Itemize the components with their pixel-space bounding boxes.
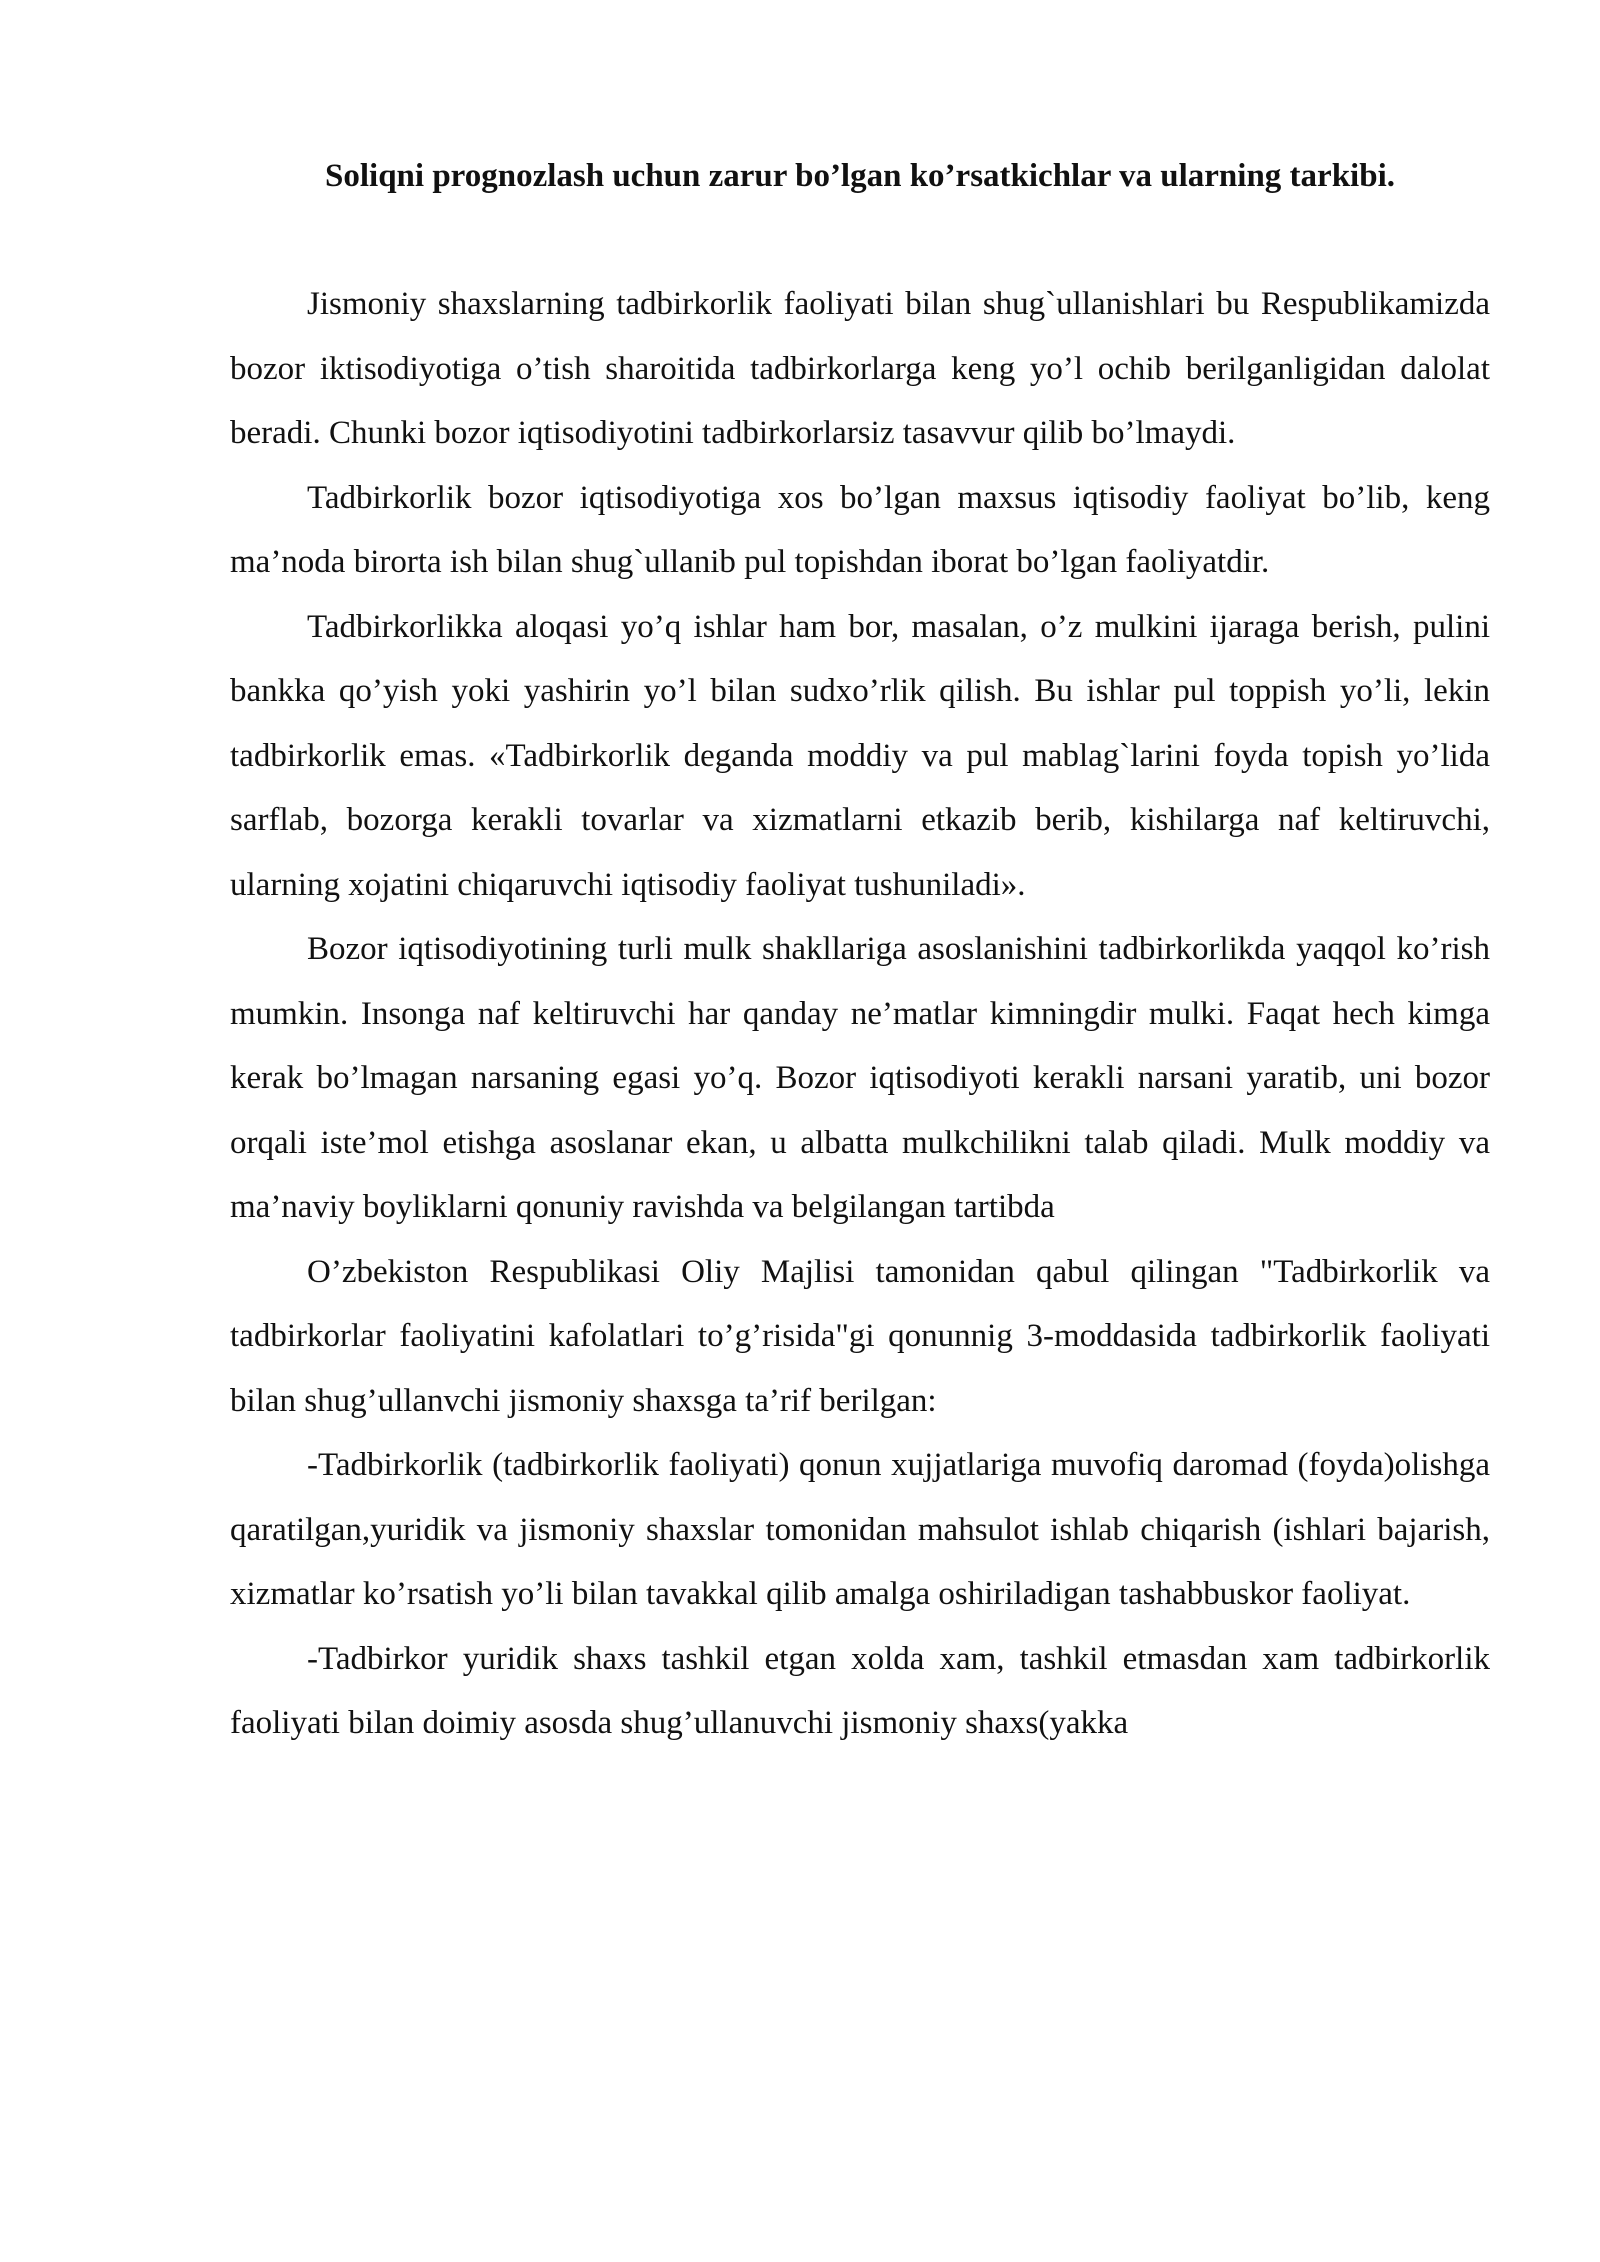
paragraph-3: Tadbirkorlikka aloqasi yo’q ishlar ham bor, masalan, o’z mulkini ijaraga berish, pulini bankka qo’yish yoki yashirin yo’l bilan sudxo’rlik qilish. Bu ishlar pul toppish yo’li, lekin tadbirkorlik emas. «Tadbirkorlik deganda moddiy va pul mablag`larini foyda topish yo’lida sarflab, bozorga kerakli tovarlar va xizmatlarni etkazib berib, kishilarga naf keltiruvchi, ularning xojatini chiqaruvchi iqtisodiy faoliyat tushuniladi».	[230, 608, 1490, 903]
paragraph-2: Tadbirkorlik bozor iqtisodiyotiga xos bo’lgan maxsus iqtisodiy faoliyat bo’lib, keng ma’noda birorta ish bilan shug`ullanib pul topishdan iborat bo’lgan faoliyatdir.	[230, 479, 1490, 580]
document-title: Soliqni prognozlash uchun zarur bo’lgan ko’rsatkichlar va ularning tarkibi.	[325, 158, 1395, 194]
document-body	[230, 150, 1490, 1756]
paragraph-5: O’zbekiston Respublikasi Oliy Majlisi tamonidan qabul qilingan "Tadbirkorlik va tadbirkorlar faoliyatini kafolatlari to’g’risida"gi qonunnig 3-moddasida tadbirkorlik faoliyati bilan shug’ullanvchi jismoniy shaxsga ta’rif berilgan:	[230, 1253, 1490, 1419]
paragraph-6: -Tadbirkorlik (tadbirkorlik faoliyati) qonun xujjatlariga muvofiq daromad (foyda)olishga qaratilgan,yuridik va jismoniy shaxslar tomonidan mahsulot ishlab chiqarish (ishlari bajarish, xizmatlar ko’rsatish yo’li bilan tavakkal qilib amalga oshiriladigan tashabbuskor faoliyat.	[230, 1447, 1490, 1612]
paragraph-4: Bozor iqtisodiyotining turli mulk shakllariga asoslanishini tadbirkorlikda yaqqol ko’rish mumkin. Insonga naf keltiruvchi har qanday ne’matlar kimningdir mulki. Faqat hech kimga kerak bo’lmagan narsaning egasi yo’q. Bozor iqtisodiyoti kerakli narsani yaratib, uni bozor orqali iste’mol etishga asoslanar ekan, u albatta mulkchilikni talab qiladi. Mulk moddiy va ma’naviy boyliklarni qonuniy ravishda va belgilangan tartibda	[230, 931, 1490, 1225]
paragraph-1: Jismoniy shaxslarning tadbirkorlik faoliyati bilan shug`ullanishlari bu Respublikamizda bozor iktisodiyotiga o’tish sharoitida tadbirkorlarga keng yo’l ochib berilganligidan dalolat beradi. Chunki bozor iqtisodiyotini tadbirkorlarsiz tasavvur qilib bo’lmaydi.	[230, 286, 1490, 451]
paragraph-7: -Tadbirkor yuridik shaxs tashkil etgan xolda xam, tashkil etmasdan xam tadbirkorlik faoliyati bilan doimiy asosda shug’ullanuvchi jismoniy shaxs(yakka	[230, 1640, 1490, 1741]
